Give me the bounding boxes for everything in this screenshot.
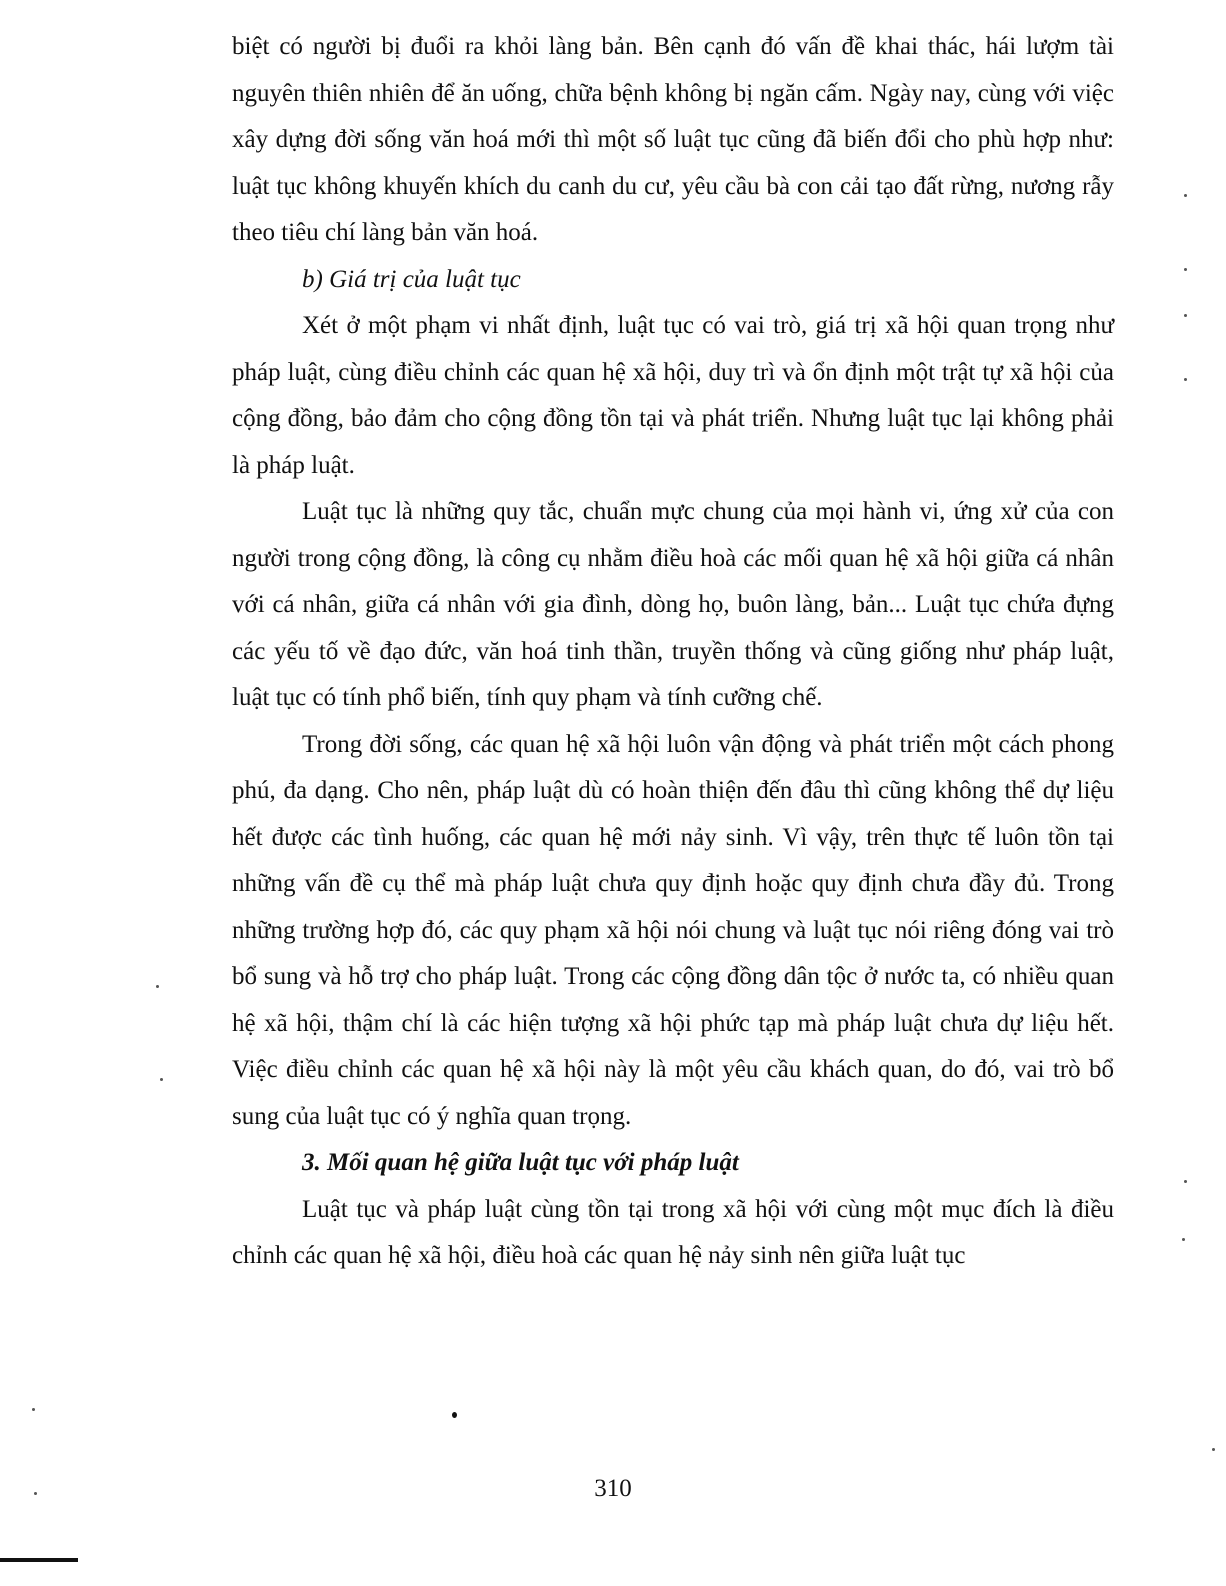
scan-speck [1184, 1180, 1187, 1183]
section-heading-3: 3. Mối quan hệ giữa luật tục với pháp luật [302, 1149, 739, 1176]
scan-speck [1182, 1238, 1185, 1241]
scan-edge-line [0, 1558, 78, 1562]
page-number: 310 [594, 1475, 632, 1502]
paragraph: Luật tục là những quy tắc, chuẩn mực chung của mọi hành vi, ứng xử của con người trong cộng đồng, là công cụ nhằm điều hoà các mối quan hệ xã hội giữa cá nhân với cá nhân, giữa cá nhân với gia đình, dòng họ, buôn làng, bản... Luật tục chứa đựng các yếu tố về đạo đức, văn hoá tinh thần, truyền thống và cũng giống như pháp luật, luật tục có tính phổ biến, tính quy phạm và tính cưỡng chế. [232, 498, 1114, 711]
paragraph: Xét ở một phạm vi nhất định, luật tục có vai trò, giá trị xã hội quan trọng như pháp luật, cùng điều chỉnh các quan hệ xã hội, duy trì và ổn định một trật tự xã hội của cộng đồng, bảo đảm cho cộng đồng tồn tại và phát triển. Nhưng luật tục lại không phải là pháp luật. [232, 312, 1114, 479]
scan-speck [34, 1492, 37, 1495]
paragraph: Luật tục và pháp luật cùng tồn tại trong xã hội với cùng một mục đích là điều chỉnh các quan hệ xã hội, điều hoà các quan hệ nảy sinh nên giữa luật tục [232, 1195, 1114, 1269]
scan-speck [1212, 1448, 1215, 1451]
scan-dot [452, 1412, 457, 1418]
page-body [232, 24, 1114, 1280]
paragraph: Trong đời sống, các quan hệ xã hội luôn vận động và phát triển một cách phong phú, đa dạng. Cho nên, pháp luật dù có hoàn thiện đến đâu thì cũng không thể dự liệu hết được các tình huống, các quan hệ mới nảy sinh. Vì vậy, trên thực tế luôn tồn tại những vấn đề cụ thể mà pháp luật chưa quy định hoặc quy định chưa đầy đủ. Trong những trường hợp đó, các quy phạm xã hội nói chung và luật tục nói riêng đóng vai trò bổ sung và hỗ trợ cho pháp luật. Trong các cộng đồng dân tộc ở nước ta, có nhiều quan hệ xã hội, thậm chí là các hiện tượng xã hội phức tạp mà pháp luật chưa dự liệu hết. Việc điều chỉnh các quan hệ xã hội này là một yêu cầu khách quan, do đó, vai trò bổ sung của luật tục có ý nghĩa quan trọng. [232, 730, 1114, 1130]
scan-speck [1184, 378, 1187, 381]
scan-speck [160, 1078, 163, 1081]
paragraph-continuation: biệt có người bị đuổi ra khỏi làng bản. Bên cạnh đó vấn đề khai thác, hái lượm tài nguyên thiên nhiên để ăn uống, chữa bệnh không bị ngăn cấm. Ngày nay, cùng với việc xây dựng đời sống văn hoá mới thì một số luật tục cũng đã biến đổi cho phù hợp như: luật tục không khuyến khích du canh du cư, yêu cầu bà con cải tạo đất rừng, nương rẫy theo tiêu chí làng bản văn hoá. [232, 33, 1114, 246]
scan-speck [32, 1408, 35, 1411]
subheading-b: b) Giá trị của luật tục [302, 265, 521, 293]
scan-speck [156, 985, 159, 988]
scan-speck [1184, 194, 1187, 197]
scan-speck [1184, 268, 1187, 271]
scan-speck [1184, 314, 1187, 317]
